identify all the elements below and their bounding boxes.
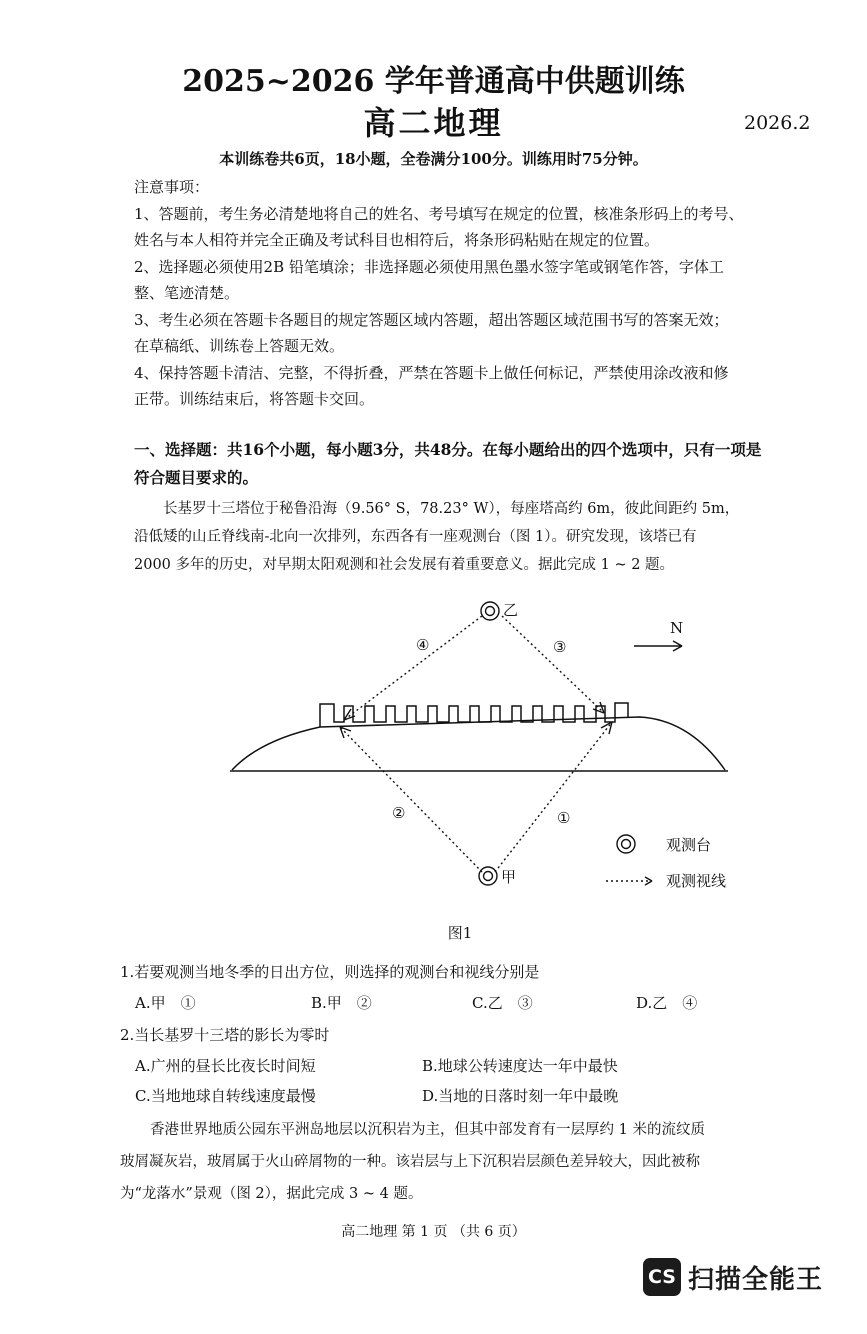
section-heading-cont: 符合题目要求的。 bbox=[134, 468, 259, 487]
question-stem: 2.当长基罗十三塔的影长为零时 bbox=[120, 1026, 330, 1044]
sight-line-2 bbox=[340, 727, 482, 872]
notice-line: 3、考生必须在答题卡各题目的规定答题区域内答题，超出答题区域范围书写的答案无效； bbox=[134, 311, 729, 329]
option-d: D.当地的日落时刻一年中最晚 bbox=[422, 1087, 619, 1105]
notice-line: 4、保持答题卡清洁、完整，不得折叠，严禁在答题卡上做任何标记，严禁使用涂改液和修 bbox=[134, 364, 729, 382]
section-heading: 一、选择题：共16个小题，每小题3分，共48分。在每小题给出的四个选项中，只有一项是 bbox=[134, 440, 762, 459]
notice-line: 2、选择题必须使用2B 铅笔填涂；非选择题必须使用黑色墨水签字笔或钢笔作答，字体工 bbox=[134, 258, 724, 276]
arrow-head-1 bbox=[601, 722, 612, 734]
exam-date: 2026.2 bbox=[744, 112, 811, 134]
question-stem: 1.若要观测当地冬季的日出方位，则选择的观测台和视线分别是 bbox=[120, 963, 540, 981]
station-yi-icon bbox=[481, 602, 499, 620]
legend-line-label: 观测视线 bbox=[666, 872, 727, 890]
arrow-head-3 bbox=[593, 702, 604, 713]
option-a: A.甲 ① bbox=[135, 994, 196, 1012]
material-text: 玻屑凝灰岩，玻屑属于火山碎屑物的一种。该岩层与上下沉积岩层颜色差异较大，因此被称 bbox=[120, 1154, 700, 1170]
material-text: 长基罗十三塔位于秘鲁沿海（9.56° S，78.23° W），每座塔高约 6m，彼此间距约 5m， bbox=[163, 501, 740, 517]
legend-station-label: 观测台 bbox=[666, 836, 712, 854]
north-label: N bbox=[670, 619, 684, 637]
material-text: 为“龙落水”景观（图 2），据此完成 3 ~ 4 题。 bbox=[120, 1186, 423, 1202]
exam-info: 本训练卷共6页，18小题，全卷满分100分。训练用时75分钟。 bbox=[219, 150, 648, 168]
subject-title: 高二地理 bbox=[363, 104, 504, 142]
notice-line: 在草稿纸、训练卷上答题无效。 bbox=[134, 337, 345, 355]
notice-line: 正带。训练结束后，将答题卡交回。 bbox=[134, 390, 375, 408]
line-label-4: ④ bbox=[416, 636, 430, 654]
figure-caption: 图1 bbox=[447, 924, 473, 942]
legend-station-icon bbox=[617, 835, 635, 853]
option-c: C.乙 ③ bbox=[472, 994, 533, 1012]
camscanner-watermark: 扫描全能王 bbox=[688, 1265, 824, 1295]
figure-1-diagram bbox=[220, 590, 740, 900]
exam-title: 2025~2026 学年普通高中供题训练 bbox=[182, 64, 685, 99]
thirteen-towers bbox=[320, 703, 628, 727]
option-b: B.地球公转速度达一年中最快 bbox=[422, 1057, 618, 1075]
sight-line-1 bbox=[495, 722, 612, 872]
page-footer: 高二地理 第 1 页 （共 6 页） bbox=[341, 1224, 526, 1240]
camscanner-logo-icon: CS bbox=[643, 1258, 681, 1296]
notice-line: 1、答题前，考生务必清楚地将自己的姓名、考号填写在规定的位置，核准条形码上的考号、 bbox=[134, 205, 744, 223]
line-label-1: ① bbox=[557, 809, 571, 827]
notice-line: 整、笔迹清楚。 bbox=[134, 284, 240, 302]
station-jia-label: 甲 bbox=[501, 868, 517, 886]
hill-outline bbox=[232, 717, 725, 770]
option-b: B.甲 ② bbox=[311, 994, 372, 1012]
notice-line: 姓名与本人相符并完全正确及考试科目也相符后，将条形码粘贴在规定的位置。 bbox=[134, 231, 660, 249]
option-d: D.乙 ④ bbox=[636, 994, 698, 1012]
sight-line-4 bbox=[344, 616, 482, 720]
sight-line-3 bbox=[502, 616, 604, 713]
line-label-3: ③ bbox=[553, 638, 567, 656]
material-text: 沿低矮的山丘脊线南-北向一次排列，东西各有一座观测台（图 1）。研究发现，该塔已有 bbox=[134, 529, 697, 545]
material-text: 2000 多年的历史，对早期太阳观测和社会发展有着重要意义。据此完成 1 ~ 2 题。 bbox=[134, 557, 675, 573]
station-jia-icon bbox=[479, 867, 497, 885]
notice-heading: 注意事项： bbox=[134, 178, 210, 196]
material-text: 香港世界地质公园东平洲岛地层以沉积岩为主，但其中部发育有一层厚约 1 米的流纹质 bbox=[150, 1122, 705, 1138]
option-a: A.广州的昼长比夜长时间短 bbox=[135, 1057, 316, 1075]
station-yi-label: 乙 bbox=[503, 601, 519, 619]
line-label-2: ② bbox=[392, 804, 406, 822]
option-c: C.当地地球自转线速度最慢 bbox=[135, 1087, 316, 1105]
